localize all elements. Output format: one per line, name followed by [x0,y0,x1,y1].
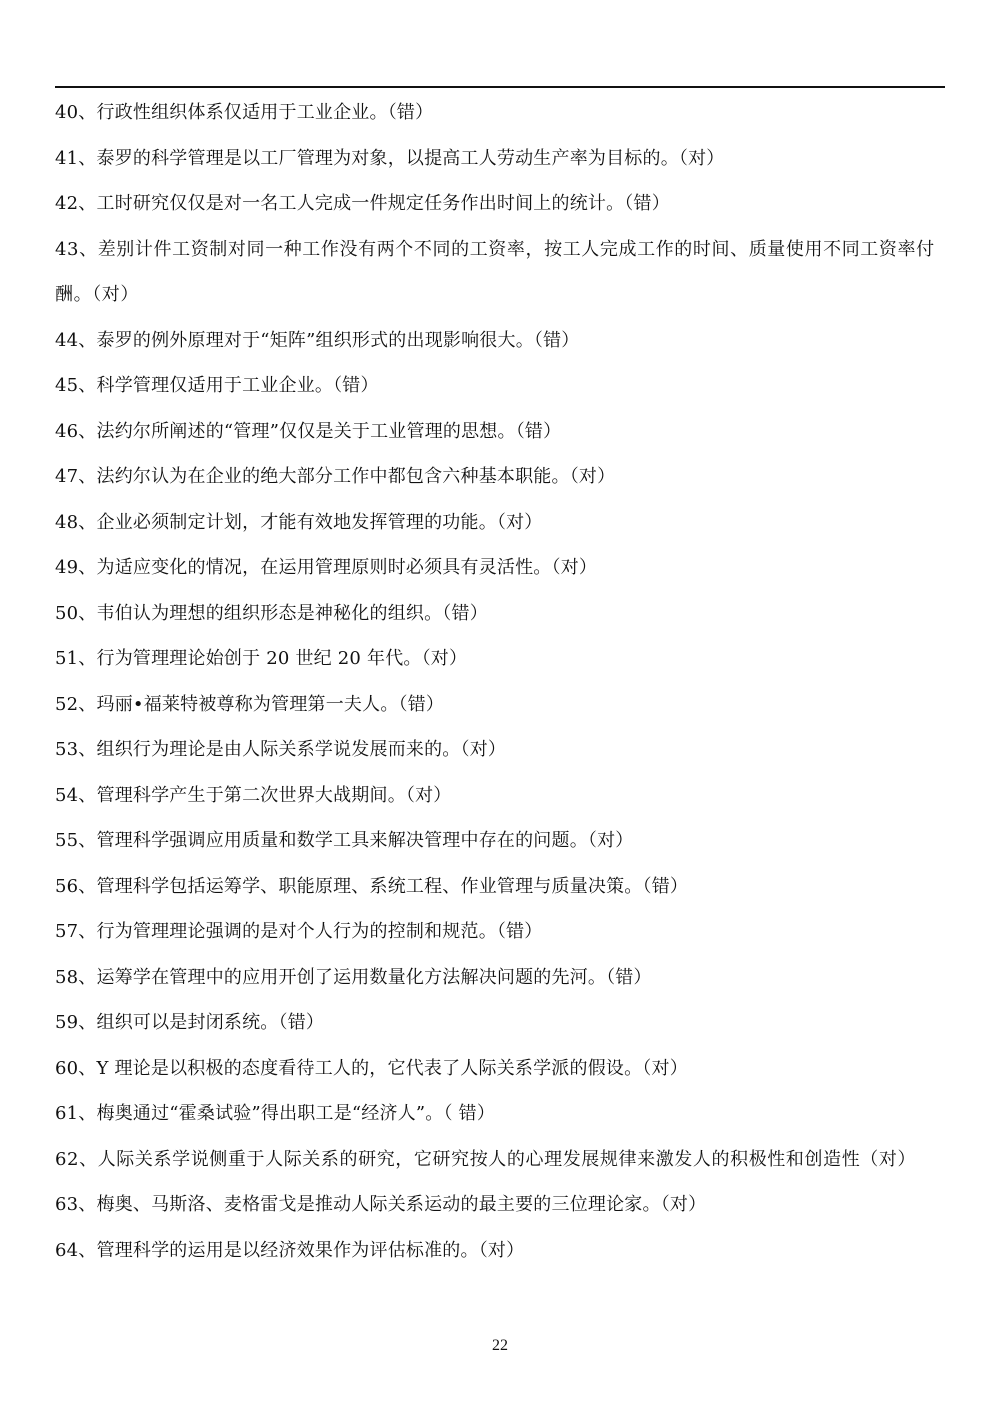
list-item: 63、梅奥、马斯洛、麦格雷戈是推动人际关系运动的最主要的三位理论家。（对） [55,1194,707,1215]
list-item: 55、管理科学强调应用质量和数学工具来解决管理中存在的问题。（对） [55,830,634,851]
list-item: 48、企业必须制定计划，才能有效地发挥管理的功能。（对） [55,511,543,533]
list-item: 59、组织可以是封闭系统。（错） [55,1012,325,1033]
list-item: 46、法约尔所阐述的“管理”仅仅是关于工业管理的思想。（错） [55,420,562,442]
list-item: 52、玛丽•福莱特被尊称为管理第一夫人。（错） [55,693,445,715]
list-item: 56、管理科学包括运筹学、职能原理、系统工程、作业管理与质量决策。（错） [55,875,689,897]
header-rule [55,86,945,88]
list-item: 57、行为管理理论强调的是对个人行为的控制和规范。（错） [55,921,543,942]
list-item: 45、科学管理仅适用于工业企业。（错） [55,375,379,396]
list-item: 41、泰罗的科学管理是以工厂管理为对象，以提高工人劳动生产率为目标的。（对） [55,147,725,169]
list-item: 53、组织行为理论是由人际关系学说发展而来的。（对） [55,739,507,760]
list-item: 51、行为管理理论始创于 20 世纪 20 年代。（对） [55,648,468,669]
list-item: 61、梅奥通过“霍桑试验”得出职工是“经济人”。（ 错） [55,1103,496,1124]
question-list [55,90,950,1273]
list-item: 40、行政性组织体系仅适用于工业企业。（错） [55,102,434,123]
list-item: 64、管理科学的运用是以经济效果作为评估标准的。（对） [55,1239,525,1261]
list-item: 42、工时研究仅仅是对一名工人完成一件规定任务作出时间上的统计。（错） [55,193,670,214]
list-item: 50、韦伯认为理想的组织形态是神秘化的组织。（错） [55,602,488,624]
list-item: 58、运筹学在管理中的应用开创了运用数量化方法解决问题的先河。（错） [55,966,652,988]
page-number: 22 [492,1337,508,1354]
list-item: 47、法约尔认为在企业的绝大部分工作中都包含六种基本职能。（对） [55,466,616,487]
list-item: 60、Y 理论是以积极的态度看待工人的，它代表了人际关系学派的假设。（对） [55,1057,688,1079]
list-item: 49、为适应变化的情况，在运用管理原则时必须具有灵活性。（对） [55,557,598,578]
list-item: 62、人际关系学说侧重于人际关系的研究，它研究按人的心理发展规律来激发人的积极性和创造性（对） [55,1148,917,1170]
list-item: 43、差别计件工资制对同一种工作没有两个不同的工资率，按工人完成工作的时间、质量使用不同工资率付酬。（对） [55,238,935,305]
list-item: 44、泰罗的例外原理对于“矩阵”组织形式的出现影响很大。（错） [55,329,580,351]
list-item: 54、管理科学产生于第二次世界大战期间。（对） [55,784,452,806]
